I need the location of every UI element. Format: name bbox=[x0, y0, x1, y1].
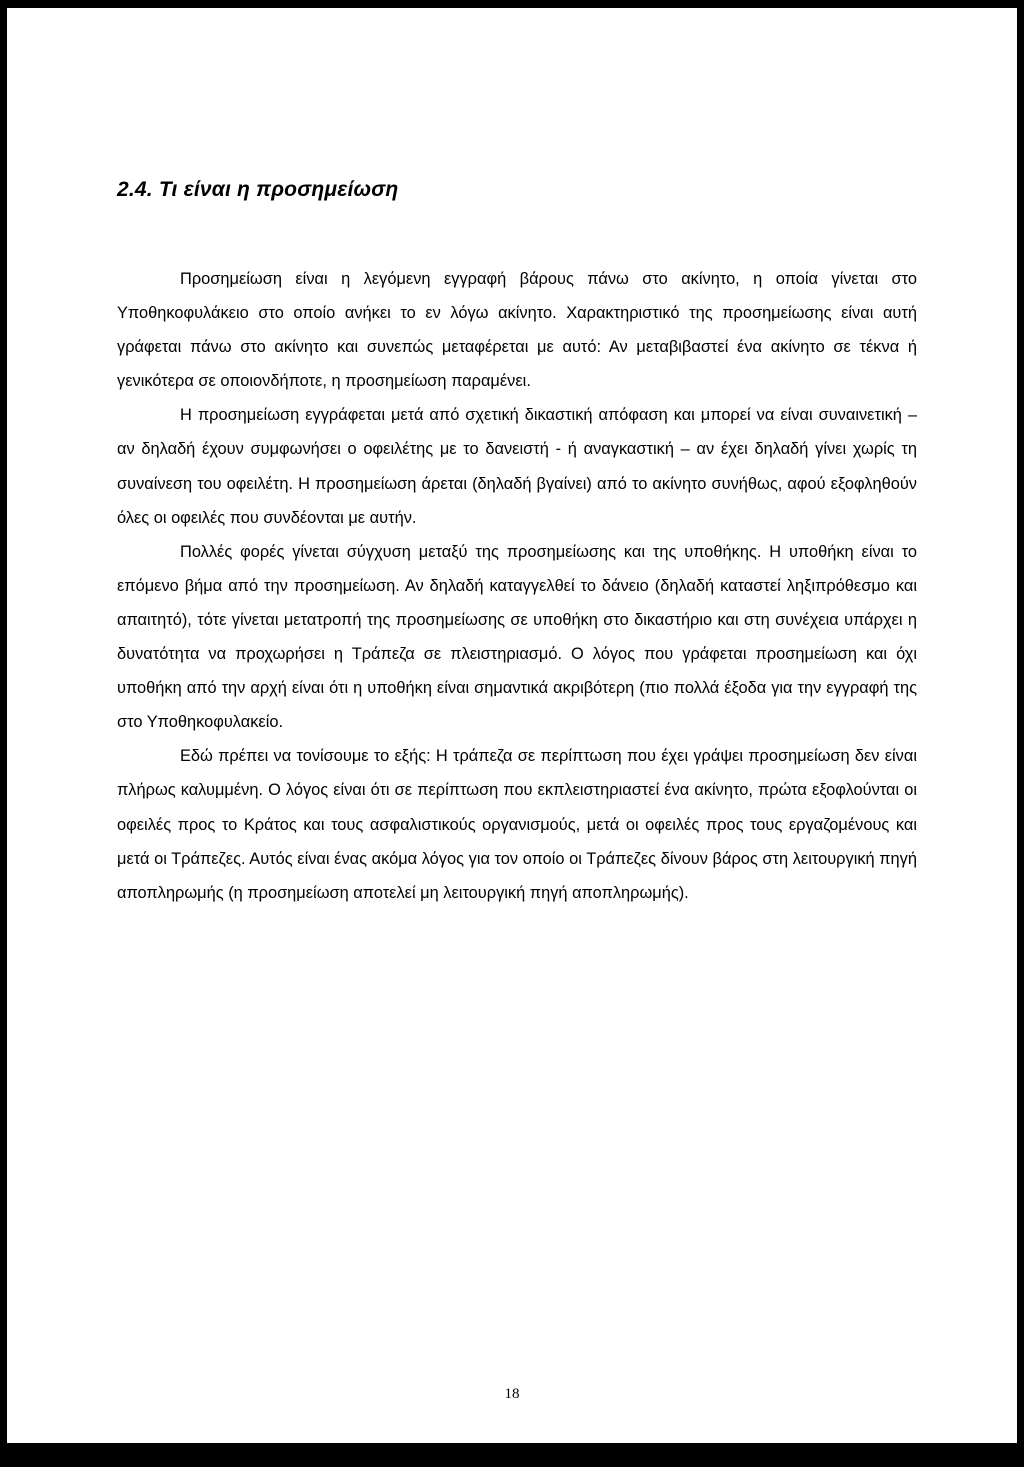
document-page bbox=[7, 8, 1017, 1443]
page-number: 18 bbox=[504, 1386, 520, 1402]
section-heading: 2.4. Τι είναι η προσημείωση bbox=[117, 178, 399, 201]
paragraph-mortgage-confusion: Πολλές φορές γίνεται σύγχυση μεταξύ της προσημείωσης και της υποθήκης. Η υποθήκη είναι το επόμενο βήμα από την προσημείωση. Αν δηλαδή καταγγελθεί το δάνειο (δηλαδή καταστεί ληξιπρόθεσμο και απαιτητό), τότε γίνεται μετατροπή της προσημείωσης σε υποθήκη στο δικαστήριο και στη συνέχεια υπάρχει η δυνατότητα να προχωρήσει η Τράπεζα σε πλειστηριασμό. Ο λόγος που γράφεται προσημείωση και όχι υποθήκη από την αρχή είναι ότι η υποθήκη είναι σημαντικά ακριβότερη (πιο πολλά έξοδα για την εγγραφή της στο Υποθηκοφυλακείο. bbox=[117, 542, 917, 732]
paragraph-registration: Η προσημείωση εγγράφεται μετά από σχετική δικαστική απόφαση και μπορεί να είναι συναινετική – αν δηλαδή έχουν συμφωνήσει ο οφειλέτης με το δανειστή - ή αναγκαστική – αν έχει δηλαδή γίνει χωρίς τη συναίνεση του οφειλέτη. Η προσημείωση άρεται (δηλαδή βγαίνει) από το ακίνητο συνήθως, αφού εξοφληθούν όλες οι οφειλές που συνδέονται με αυτήν. bbox=[117, 406, 917, 527]
paragraph-bank-coverage: Εδώ πρέπει να τονίσουμε το εξής: Η τράπεζα σε περίπτωση που έχει γράψει προσημείωση δεν είναι πλήρως καλυμμένη. Ο λόγος είναι ότι σε περίπτωση που εκπλειστηριαστεί ένα ακίνητο, πρώτα εξοφλούνται οι οφειλές προς το Κράτος και τους ασφαλιστικούς οργανισμούς, μετά οι οφειλές προς τους εργαζομένους και μετά οι Τράπεζες. Αυτός είναι ένας ακόμα λόγος για τον οποίο οι Τράπεζες δίνουν βάρος στη λειτουργική πηγή αποπληρωμής (η προσημείωση αποτελεί μη λειτουργική πηγή αποπληρωμής). bbox=[117, 747, 917, 902]
paragraph-definition: Προσημείωση είναι η λεγόμενη εγγραφή βάρους πάνω στο ακίνητο, η οποία γίνεται στο Υποθηκοφυλάκειο στο οποίο ανήκει το εν λόγω ακίνητο. Χαρακτηριστικό της προσημείωσης είναι αυτή γράφεται πάνω στο ακίνητο και συνεπώς μεταφέρεται με αυτό: Αν μεταβιβαστεί ένα ακίνητο σε τέκνα ή γενικότερα σε οποιονδήποτε, η προσημείωση παραμένει. bbox=[117, 270, 917, 391]
